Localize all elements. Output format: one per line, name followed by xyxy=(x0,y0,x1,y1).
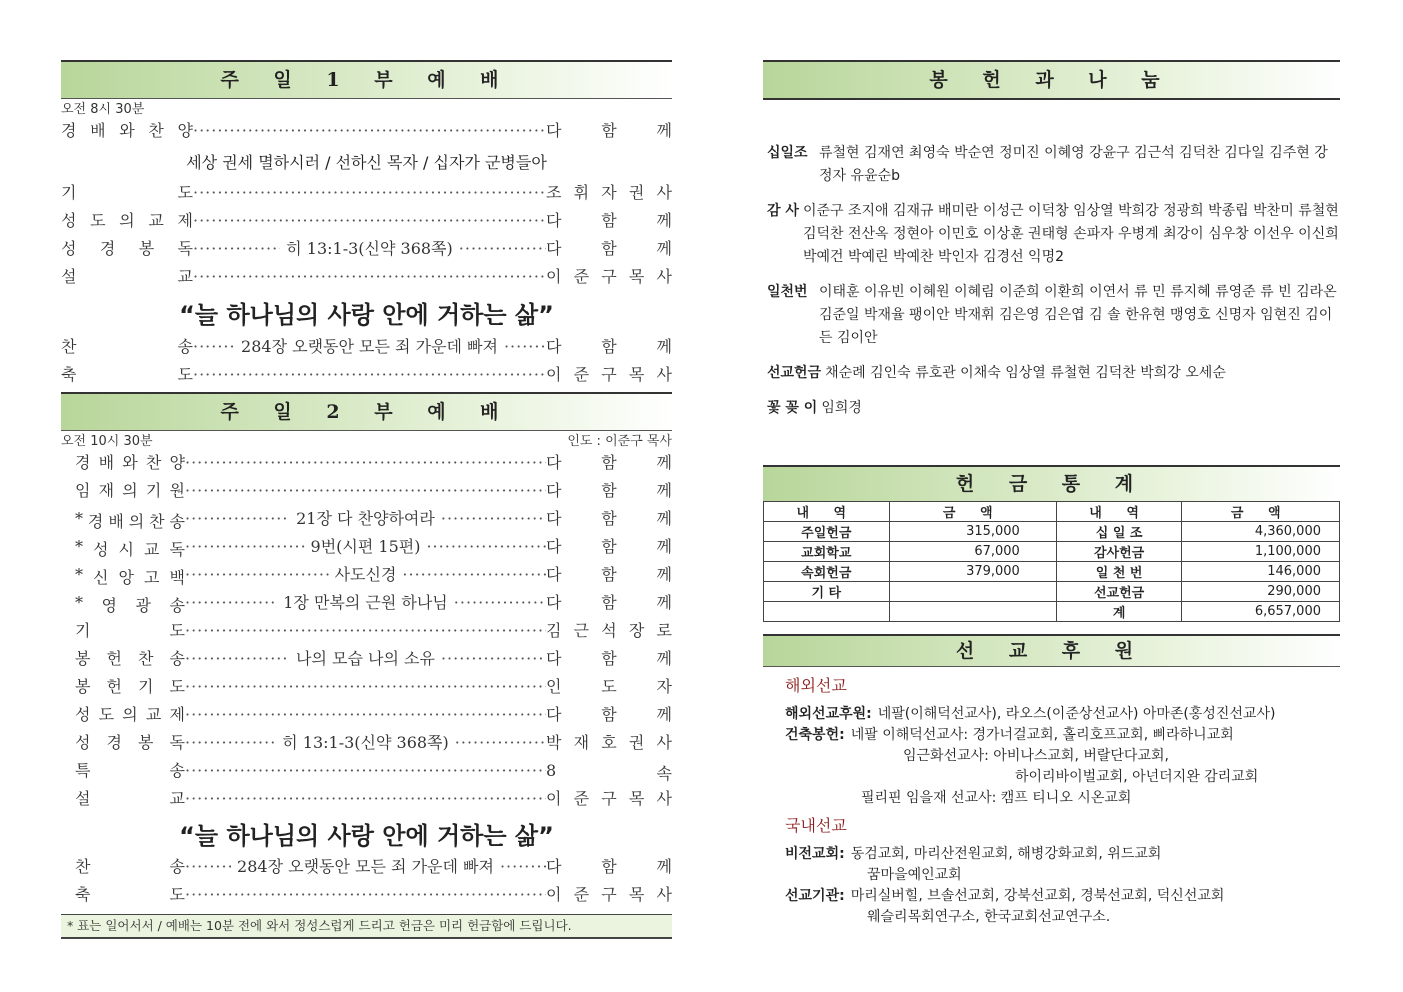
service1-order-top xyxy=(61,118,672,390)
offering-list xyxy=(763,142,1340,420)
order-row xyxy=(75,786,672,814)
stats-cell: 감사헌금 xyxy=(1056,542,1182,562)
offering-group xyxy=(767,362,1340,385)
stats-cell: 십 일 조 xyxy=(1056,522,1182,542)
mission-section xyxy=(763,634,1340,928)
stats-cell xyxy=(764,602,890,622)
order-row xyxy=(75,506,672,534)
stats-cell: 기 타 xyxy=(764,582,890,602)
mission-line xyxy=(785,767,1340,788)
offering-group xyxy=(767,397,1340,420)
dots-leader xyxy=(185,885,546,904)
mission-text: 동검교회, 마리산전원교회, 해병강화교회, 위드교회 xyxy=(850,846,1162,862)
dots-leader xyxy=(185,565,329,584)
mission-text: 필리핀 임을재 선교사: 캠프 티니오 시온교회 xyxy=(861,790,1132,806)
mission-line xyxy=(785,788,1340,809)
service2-order xyxy=(61,450,672,910)
dots-leader xyxy=(185,481,546,500)
mission-text: 임근화선교사: 아비나스교회, 버랄단다교회, xyxy=(903,748,1169,764)
stats-section xyxy=(763,465,1340,622)
dots-leader xyxy=(441,509,546,528)
service2-title: 주 일 2 부 예 배 xyxy=(61,392,672,431)
mission-line xyxy=(785,907,1340,928)
order-row xyxy=(75,478,672,506)
stats-cell: 계 xyxy=(1056,602,1182,622)
order-person: 인 도 자 xyxy=(546,677,672,696)
order-label: 기 도 xyxy=(75,621,185,640)
order-detail: 히 13:1-3(신약 368쪽) xyxy=(286,239,453,258)
stats-cell: 67,000 xyxy=(889,542,1056,562)
domestic-list xyxy=(785,844,1340,928)
order-person: 이 준 구 목 사 xyxy=(546,267,672,286)
order-row xyxy=(61,180,672,208)
offering-label: 감 사 xyxy=(767,203,799,219)
order-label: 성 경 봉 독 xyxy=(61,239,193,258)
stats-row xyxy=(764,602,1340,622)
order-detail: 1장 만복의 근원 하나님 xyxy=(283,593,448,612)
mission-text: 꿈마을예인교회 xyxy=(867,867,962,883)
order-person: 다 함 께 xyxy=(546,211,672,230)
dots-leader xyxy=(185,621,546,640)
order-row xyxy=(75,618,672,646)
stats-cell: 선교헌금 xyxy=(1056,582,1182,602)
order-row xyxy=(75,674,672,702)
order-label: * 경 배 의 찬 송 xyxy=(75,509,185,531)
dots-leader xyxy=(185,593,277,612)
overseas-list xyxy=(785,704,1340,809)
stats-cell: 6,657,000 xyxy=(1182,602,1340,622)
offering-label: 선교헌금 xyxy=(767,365,822,381)
order-label: * 성 시 교 독 xyxy=(75,537,185,559)
order-label: 봉 헌 기 도 xyxy=(75,677,185,696)
stats-header-cell: 금 액 xyxy=(889,502,1056,522)
service1-title: 주 일 1 부 예 배 xyxy=(61,60,672,99)
order-person: 다 함 께 xyxy=(545,239,672,258)
order-row xyxy=(75,882,672,910)
dots-leader xyxy=(402,565,546,584)
order-label: 설 교 xyxy=(61,267,193,286)
order-row xyxy=(75,854,672,882)
order-label: 기 도 xyxy=(61,183,193,202)
order-row xyxy=(75,590,672,618)
order-person: 다 함 께 xyxy=(546,337,672,356)
stats-row xyxy=(764,542,1340,562)
order-person: 다 함 께 xyxy=(546,481,672,500)
order-label: 성 경 봉 독 xyxy=(75,733,185,752)
order-detail: 나의 모습 나의 소유 xyxy=(296,649,435,668)
mission-text: 웨슬리목회연구소, 한국교회선교연구소. xyxy=(867,909,1111,925)
service2-footnote: * 표는 일어서서 / 예배는 10분 전에 와서 정성스럽게 드리고 헌금은 미리 헌금함에 드립니다. xyxy=(61,914,672,939)
dots-leader xyxy=(455,733,546,752)
mission-label: 건축봉헌: xyxy=(785,727,845,743)
order-person: 김 근 석 장 로 xyxy=(546,621,672,640)
order-row xyxy=(75,702,672,730)
service2-section xyxy=(61,392,672,939)
dots-leader xyxy=(185,649,290,668)
dots-leader xyxy=(185,789,546,808)
stats-row xyxy=(764,522,1340,542)
order-label: 봉 헌 찬 송 xyxy=(75,649,185,668)
offering-group xyxy=(767,200,1340,269)
domestic-title: 국내선교 xyxy=(785,816,847,835)
order-detail: 사도신경 xyxy=(334,565,397,584)
dots-leader xyxy=(185,733,276,752)
stats-row xyxy=(764,562,1340,582)
mission-label: 비전교회: xyxy=(785,846,845,862)
offering-names: 임희경 xyxy=(821,400,862,416)
order-person: 다 함 께 xyxy=(545,565,672,584)
stats-table xyxy=(763,501,1340,622)
stats-cell: 4,360,000 xyxy=(1182,522,1340,542)
service1-section xyxy=(61,60,672,390)
mission-text: 마리실버힐, 브솔선교회, 강북선교회, 경북선교회, 덕신선교회 xyxy=(850,888,1225,904)
dots-leader xyxy=(185,537,305,556)
order-label: * 영 광 송 xyxy=(75,593,185,615)
order-person: 다 함 께 xyxy=(546,649,672,668)
dots-leader xyxy=(459,239,546,258)
order-label: 성 도 의 교 제 xyxy=(61,211,193,230)
order-detail: 284장 오랫동안 모든 죄 가운데 빠져 xyxy=(241,337,498,356)
mission-line xyxy=(785,704,1340,725)
offering-label: 꽃 꽂 이 xyxy=(767,400,818,416)
dots-leader xyxy=(185,857,231,876)
stats-cell: 315,000 xyxy=(889,522,1056,542)
order-row xyxy=(61,264,672,292)
order-row xyxy=(75,758,672,786)
stats-title: 헌 금 통 계 xyxy=(763,465,1340,501)
dots-leader xyxy=(454,593,546,612)
stats-cell: 속회헌금 xyxy=(764,562,890,582)
dots-leader xyxy=(193,267,546,286)
order-person: 이 준 구 목 사 xyxy=(546,885,672,904)
order-row xyxy=(61,236,672,264)
dots-leader xyxy=(193,337,235,356)
offering-names: 이준구 조지애 김재규 배미란 이성근 이덕창 임상열 박희강 정광희 박종립 박찬미 류철현 김덕찬 전산옥 정현아 이민호 이상훈 권태형 손파자 우병계 최강이 심우창 이선우 이신희 박예건 박예린 박예찬 박인자 김경선 익명2 xyxy=(802,203,1339,265)
dots-leader xyxy=(193,239,280,258)
service2-header-line xyxy=(61,433,672,450)
mission-line xyxy=(785,844,1340,865)
dots-leader xyxy=(193,365,546,384)
service1-time: 오전 8시 30분 xyxy=(61,102,145,117)
stats-row xyxy=(764,582,1340,602)
order-person: 조 휘 자 권 사 xyxy=(546,183,672,202)
dots-leader xyxy=(185,705,546,724)
order-label: * 신 앙 고 백 xyxy=(75,565,185,587)
mission-line xyxy=(785,725,1340,746)
order-detail: 284장 오랫동안 모든 죄 가운데 빠져 xyxy=(237,857,494,876)
offering-label: 십일조 xyxy=(767,145,808,161)
order-person: 이 준 구 목 사 xyxy=(546,789,672,808)
order-row xyxy=(61,362,672,390)
order-row xyxy=(61,208,672,236)
stats-header-row xyxy=(764,502,1340,522)
service2-time: 오전 10시 30분 xyxy=(61,434,153,449)
order-label: 경 배 와 찬 양 xyxy=(75,453,185,472)
offering-group xyxy=(767,281,1340,350)
order-row xyxy=(75,730,672,758)
order-label: 성 도 의 교 제 xyxy=(75,705,185,724)
order-label: 축 도 xyxy=(61,365,193,384)
order-person: 다 함 께 xyxy=(546,537,672,556)
dots-leader xyxy=(426,537,546,556)
order-label: 특 송 xyxy=(75,761,185,780)
order-label: 임 재 의 기 원 xyxy=(75,481,185,500)
order-person: 박 재 호 권 사 xyxy=(545,733,672,752)
order-label: 찬 송 xyxy=(61,337,193,356)
order-label: 축 도 xyxy=(75,885,185,904)
mission-title: 선 교 후 원 xyxy=(763,634,1340,667)
dots-leader xyxy=(193,183,546,202)
order-person: 다 함 께 xyxy=(546,705,672,724)
order-row xyxy=(75,534,672,562)
stats-cell xyxy=(889,602,1056,622)
order-row xyxy=(75,646,672,674)
order-label: 설 교 xyxy=(75,789,185,808)
stats-cell: 146,000 xyxy=(1182,562,1340,582)
mission-text: 네팔 이해덕선교사: 경가너걸교회, 홀리호프교회, 삐라하니교회 xyxy=(850,727,1234,743)
stats-header-cell: 내 역 xyxy=(764,502,890,522)
order-person: 다 함 께 xyxy=(545,509,672,528)
stats-cell: 290,000 xyxy=(1182,582,1340,602)
order-person: 다 함 께 xyxy=(545,593,672,612)
praise-song-list: 세상 권세 멸하시러 / 선하신 목자 / 십자가 군병들아 xyxy=(186,153,547,172)
offering-section xyxy=(763,60,1340,432)
dots-leader xyxy=(185,677,546,696)
dots-leader xyxy=(504,337,546,356)
dots-leader xyxy=(185,761,546,780)
stats-cell: 1,100,000 xyxy=(1182,542,1340,562)
order-detail: 9번(시편 15편) xyxy=(310,537,421,556)
stats-cell xyxy=(889,582,1056,602)
dots-leader xyxy=(500,857,546,876)
offering-label: 일천번 xyxy=(767,284,808,300)
mission-label: 선교기관: xyxy=(785,888,845,904)
order-label: 경 배 와 찬 양 xyxy=(61,121,193,140)
offering-names: 류철현 김재연 최영숙 박순연 정미진 이혜영 강윤구 김근석 김덕찬 김다일 김주현 강정자 유윤순b xyxy=(819,145,1328,184)
dots-leader xyxy=(441,649,546,668)
stats-cell: 379,000 xyxy=(889,562,1056,582)
order-detail: 히 13:1-3(신약 368쪽) xyxy=(282,733,449,752)
service2-leader: 인도 : 이준구 목사 xyxy=(567,434,672,449)
offering-title: 봉 헌 과 나 눔 xyxy=(763,60,1340,100)
order-person: 이 준 구 목 사 xyxy=(546,365,672,384)
order-label: 찬 송 xyxy=(75,857,185,876)
offering-names: 이태훈 이유빈 이혜원 이혜림 이준희 이환희 이연서 류 민 류지혜 류영준 류 빈 김라온 김준일 박재율 팽이안 박재휘 김은영 김은엽 김 솔 한유현 맹영호 신명자 임현진 김이든 김이안 xyxy=(819,284,1337,346)
order-row xyxy=(61,118,672,146)
order-row xyxy=(61,334,672,362)
stats-cell: 주일헌금 xyxy=(764,522,890,542)
stats-header-cell: 내 역 xyxy=(1056,502,1182,522)
offering-names: 채순례 김인숙 류호관 이채숙 임상열 류철현 김덕찬 박희강 오세순 xyxy=(825,365,1226,381)
dots-leader xyxy=(193,211,546,230)
order-row xyxy=(75,450,672,478)
dots-leader xyxy=(193,121,546,140)
dots-leader xyxy=(185,509,290,528)
sermon-title: “늘 하나님의 사랑 안에 거하는 삶” xyxy=(179,301,554,329)
order-detail: 21장 다 찬양하여라 xyxy=(296,509,435,528)
mission-label: 해외선교후원: xyxy=(785,706,872,722)
stats-cell: 교회학교 xyxy=(764,542,890,562)
mission-text: 네팔(이해덕선교사), 라오스(이준상선교사) 아마존(홍성진선교사) xyxy=(877,706,1276,722)
order-person: 다 함 께 xyxy=(546,857,672,876)
overseas-title: 해외선교 xyxy=(785,676,847,695)
order-row xyxy=(75,562,672,590)
order-person: 다 함 께 xyxy=(546,453,672,472)
sermon-title: “늘 하나님의 사랑 안에 거하는 삶” xyxy=(179,822,554,850)
offering-group xyxy=(767,142,1340,188)
mission-text: 하이리바이벌교회, 아넌더지완 감리교회 xyxy=(1015,769,1259,785)
mission-line xyxy=(785,865,1340,886)
mission-line xyxy=(785,886,1340,907)
stats-cell: 일 천 번 xyxy=(1056,562,1182,582)
order-person: 다 함 께 xyxy=(546,121,672,140)
stats-header-cell: 금 액 xyxy=(1182,502,1340,522)
dots-leader xyxy=(185,453,546,472)
order-person: 8 속 xyxy=(546,761,672,783)
mission-line xyxy=(785,746,1340,767)
